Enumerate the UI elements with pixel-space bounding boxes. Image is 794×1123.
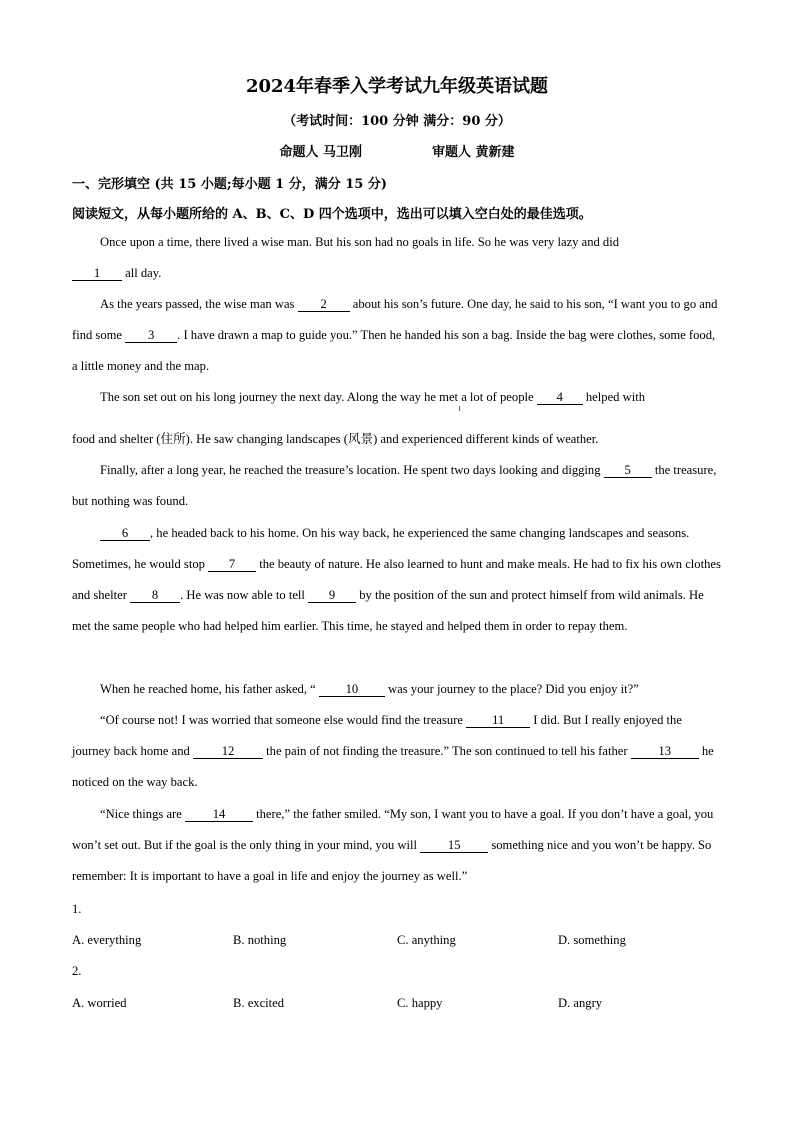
- passage-paragraph: When he reached home, his father asked, “ 10 was your journey to the place? Did you enjoy it?”: [100, 682, 639, 696]
- passage-paragraph-continued: food and shelter (住所). He saw changing landscapes (风景) and experienced different kinds of weather.: [72, 432, 599, 446]
- blank-8: 8: [130, 588, 180, 603]
- exam-info: （考试时间：100 分钟 满分：90 分）: [283, 114, 511, 129]
- blank-13: 13: [631, 744, 699, 759]
- setter-name: 命题人 马卫刚: [279, 145, 362, 160]
- passage-paragraph: 6 , he headed back to his home. On his way back, he experienced the same changing landscapes and seasons. Sometimes, he would stop 7 the beauty of nature. He also learned to hunt and make meals. He had to fix his own clothes and shelter 8 . He was now able to tell 9 by the position of the sun and protect himself from wild animals. He met the same people who had helped him earlier. This time, he stayed and helped them in order to repay them.: [72, 526, 721, 633]
- option-c[interactable]: C. anything: [397, 933, 456, 947]
- blank-7: 7: [208, 557, 256, 572]
- stray-mark: [459, 406, 460, 411]
- blank-6: 6: [100, 526, 150, 541]
- blank-12: 12: [193, 744, 263, 759]
- blank-9: 9: [308, 588, 356, 603]
- passage-paragraph: As the years passed, the wise man was 2 about his son’s future. One day, he said to his son, “I want you to go and find some 3 . I have drawn a map to guide you.” Then he handed his son a bag. Inside the bag were clothes, some food, a little money and the map.: [72, 297, 718, 373]
- option-b[interactable]: B. excited: [233, 996, 285, 1010]
- blank-15: 15: [420, 838, 488, 853]
- section-heading: 一、完形填空 (共 15 小题;每小题 1 分，满分 15 分): [72, 177, 388, 192]
- option-c[interactable]: C. happy: [397, 996, 443, 1010]
- passage-paragraph: Finally, after a long year, he reached the treasure’s location. He spent two days looking and digging 5 the treasure, but nothing was found.: [72, 463, 717, 508]
- blank-2: 2: [298, 297, 350, 312]
- option-a[interactable]: A. everything: [72, 933, 142, 947]
- blank-11: 11: [466, 713, 530, 728]
- option-d[interactable]: D. angry: [558, 996, 603, 1010]
- authors-line: [0, 141, 794, 160]
- question-number: 2.: [72, 964, 82, 978]
- passage-paragraph: “Nice things are 14 there,” the father smiled. “My son, I want you to have a goal. If you don’t have a goal, you won’t set out. But if the goal is the only thing in your mind, you will 15 something nice and you won’t be happy. So remember: It is important to have a goal in life and enjoy the journey as well.”: [72, 807, 714, 883]
- option-b[interactable]: B. nothing: [233, 933, 287, 947]
- blank-1: 1: [72, 266, 122, 281]
- passage-paragraph: “Of course not! I was worried that someone else would find the treasure 11 I did. But I really enjoyed the journey back home and 12 the pain of not finding the treasure.” The son continued to tell his father 13 he noticed on the way back.: [72, 713, 714, 789]
- question-number: 1.: [72, 902, 82, 916]
- blank-3: 3: [125, 328, 177, 343]
- passage-paragraph: Once upon a time, there lived a wise man. But his son had no goals in life. So he was very lazy and did 1 all day.: [72, 227, 722, 289]
- blank-5: 5: [604, 463, 652, 478]
- page-title: 2024年春季入学考试九年级英语试题: [245, 76, 549, 97]
- blank-4: 4: [537, 390, 583, 405]
- passage-paragraph: The son set out on his long journey the next day. Along the way he met a lot of people 4 helped with: [100, 390, 645, 404]
- blank-14: 14: [185, 807, 253, 822]
- option-d[interactable]: D. something: [558, 933, 626, 947]
- blank-10: 10: [319, 682, 385, 697]
- section-instruction: 阅读短文，从每小题所给的 A、B、C、D 四个选项中，选出可以填入空白处的最佳选项。: [72, 207, 592, 222]
- reviewer-name: 审题人 黄新建: [432, 145, 515, 160]
- option-a[interactable]: A. worried: [72, 996, 127, 1010]
